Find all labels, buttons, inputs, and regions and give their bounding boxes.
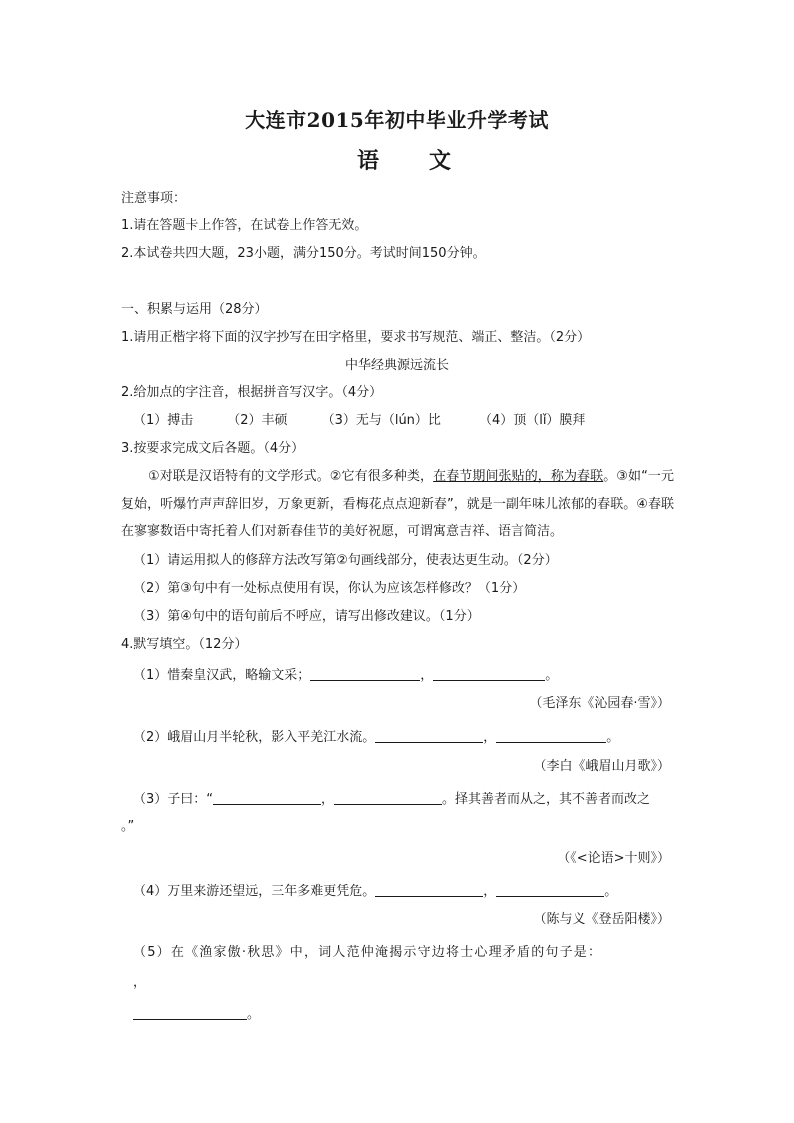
q4-item-3 [133,790,650,809]
q3-stem: 3.按要求完成文后各题。（4分） [121,441,305,456]
q2-item: （4）顶（lǐ）膜拜 [478,413,586,428]
q4-stem: 4.默写填空。（12分） [121,637,248,652]
q4-source-3: （《<论语>十则》） [557,851,670,866]
q2-items [133,412,585,430]
q4-source-2: （李白《峨眉山月歌》） [533,759,670,774]
answer-blank[interactable] [375,728,483,743]
q4-source-4: （陈与义《登岳阳楼》） [533,912,670,927]
q4-item-4 [133,882,617,901]
q2-item: （2）丰硕 [227,413,288,428]
q4-item-5-blank-2 [133,1005,260,1024]
q1-copy-text: 中华经典源远流长 [344,358,449,373]
q3-passage-part: ①对联是汉语特有的文学形式。②它有很多种类， [148,469,434,484]
q4-item-text: （2）峨眉山月半轮秋，影入平羌江水流。 [133,730,376,745]
exam-title: 大连市2015年初中毕业升学考试 [245,108,549,132]
answer-blank[interactable] [133,1005,247,1020]
notes-heading: 注意事项： [121,191,187,206]
separator: ， [133,975,147,990]
answer-blank[interactable] [213,790,321,805]
q4-item-5-blank-1 [133,974,146,992]
answer-blank[interactable] [375,882,483,897]
answer-blank[interactable] [496,728,606,743]
q3-passage-part: 。③如“一元复始，听爆竹声声辞旧岁，万象更新，看梅花点点迎新春”，就是一副年味儿浓郁的春联。④春联在寥寥数语中寄托着人们对新春佳节的美好祝愿，可谓寓意吉祥、语言简洁。 [121,469,675,539]
note-item-1: 1.请在答题卡上作答，在试卷上作答无效。 [121,218,368,233]
answer-blank[interactable] [334,790,442,805]
q1-stem: 1.请用正楷字将下面的汉字抄写在田字格里，要求书写规范、端正、整洁。（2分） [121,330,591,345]
q2-item: （1）搏击 [133,413,194,428]
answer-blank[interactable] [496,882,604,897]
q4-item-1 [133,666,558,685]
q3-sub-2: （2）第③句中有一处标点使用有误，你认为应该怎样修改？（1分） [133,581,526,596]
q4-item-text: （1）惜秦皇汉武，略输文采； [133,668,311,683]
q4-source-1: （毛泽东《沁园春·雪》） [529,696,670,711]
q4-item-2 [133,728,619,747]
q3-sub-1: （1）请运用拟人的修辞方法改写第②句画线部分，使表达更生动。（2分） [133,553,558,568]
q4-item-text: （4）万里来游还望远，三年多难更凭危。 [133,884,376,899]
q3-sub-3: （3）第④句中的语句前后不呼应，请写出修改建议。（1分） [133,609,480,624]
end-punct: 。 [604,884,618,899]
q4-item-5: （5）在《渔家傲·秋思》中，词人范仲淹揭示守边将士心理矛盾的句子是： [133,945,603,960]
answer-blank[interactable] [310,666,420,681]
end-punct: 。 [606,730,620,745]
answer-blank[interactable] [433,666,545,681]
q4-item-text: 。择其善者而从之，其不善者而改之 [442,792,651,807]
separator: ， [483,730,497,745]
subject-title: 语 文 [356,148,465,174]
q3-passage [121,463,674,546]
q3-underlined-part: 在春节期间张贴的，称为春联 [433,469,604,484]
q2-stem: 2.给加点的字注音，根据拼音写汉字。（4分） [121,385,383,400]
separator: ， [483,884,497,899]
q4-item-3-end: 。” [121,819,135,834]
section1-heading: 一、积累与运用（28分） [121,302,268,317]
end-punct: 。 [545,668,559,683]
separator: ， [420,668,434,683]
q2-item: （3）无与（lún）比 [321,413,441,428]
end-punct: 。 [247,1007,261,1022]
note-item-2: 2.本试卷共四大题，23小题，满分150分。考试时间150分钟。 [121,246,486,261]
separator: ， [321,792,335,807]
q4-item-text: （3）子曰：“ [133,792,214,807]
